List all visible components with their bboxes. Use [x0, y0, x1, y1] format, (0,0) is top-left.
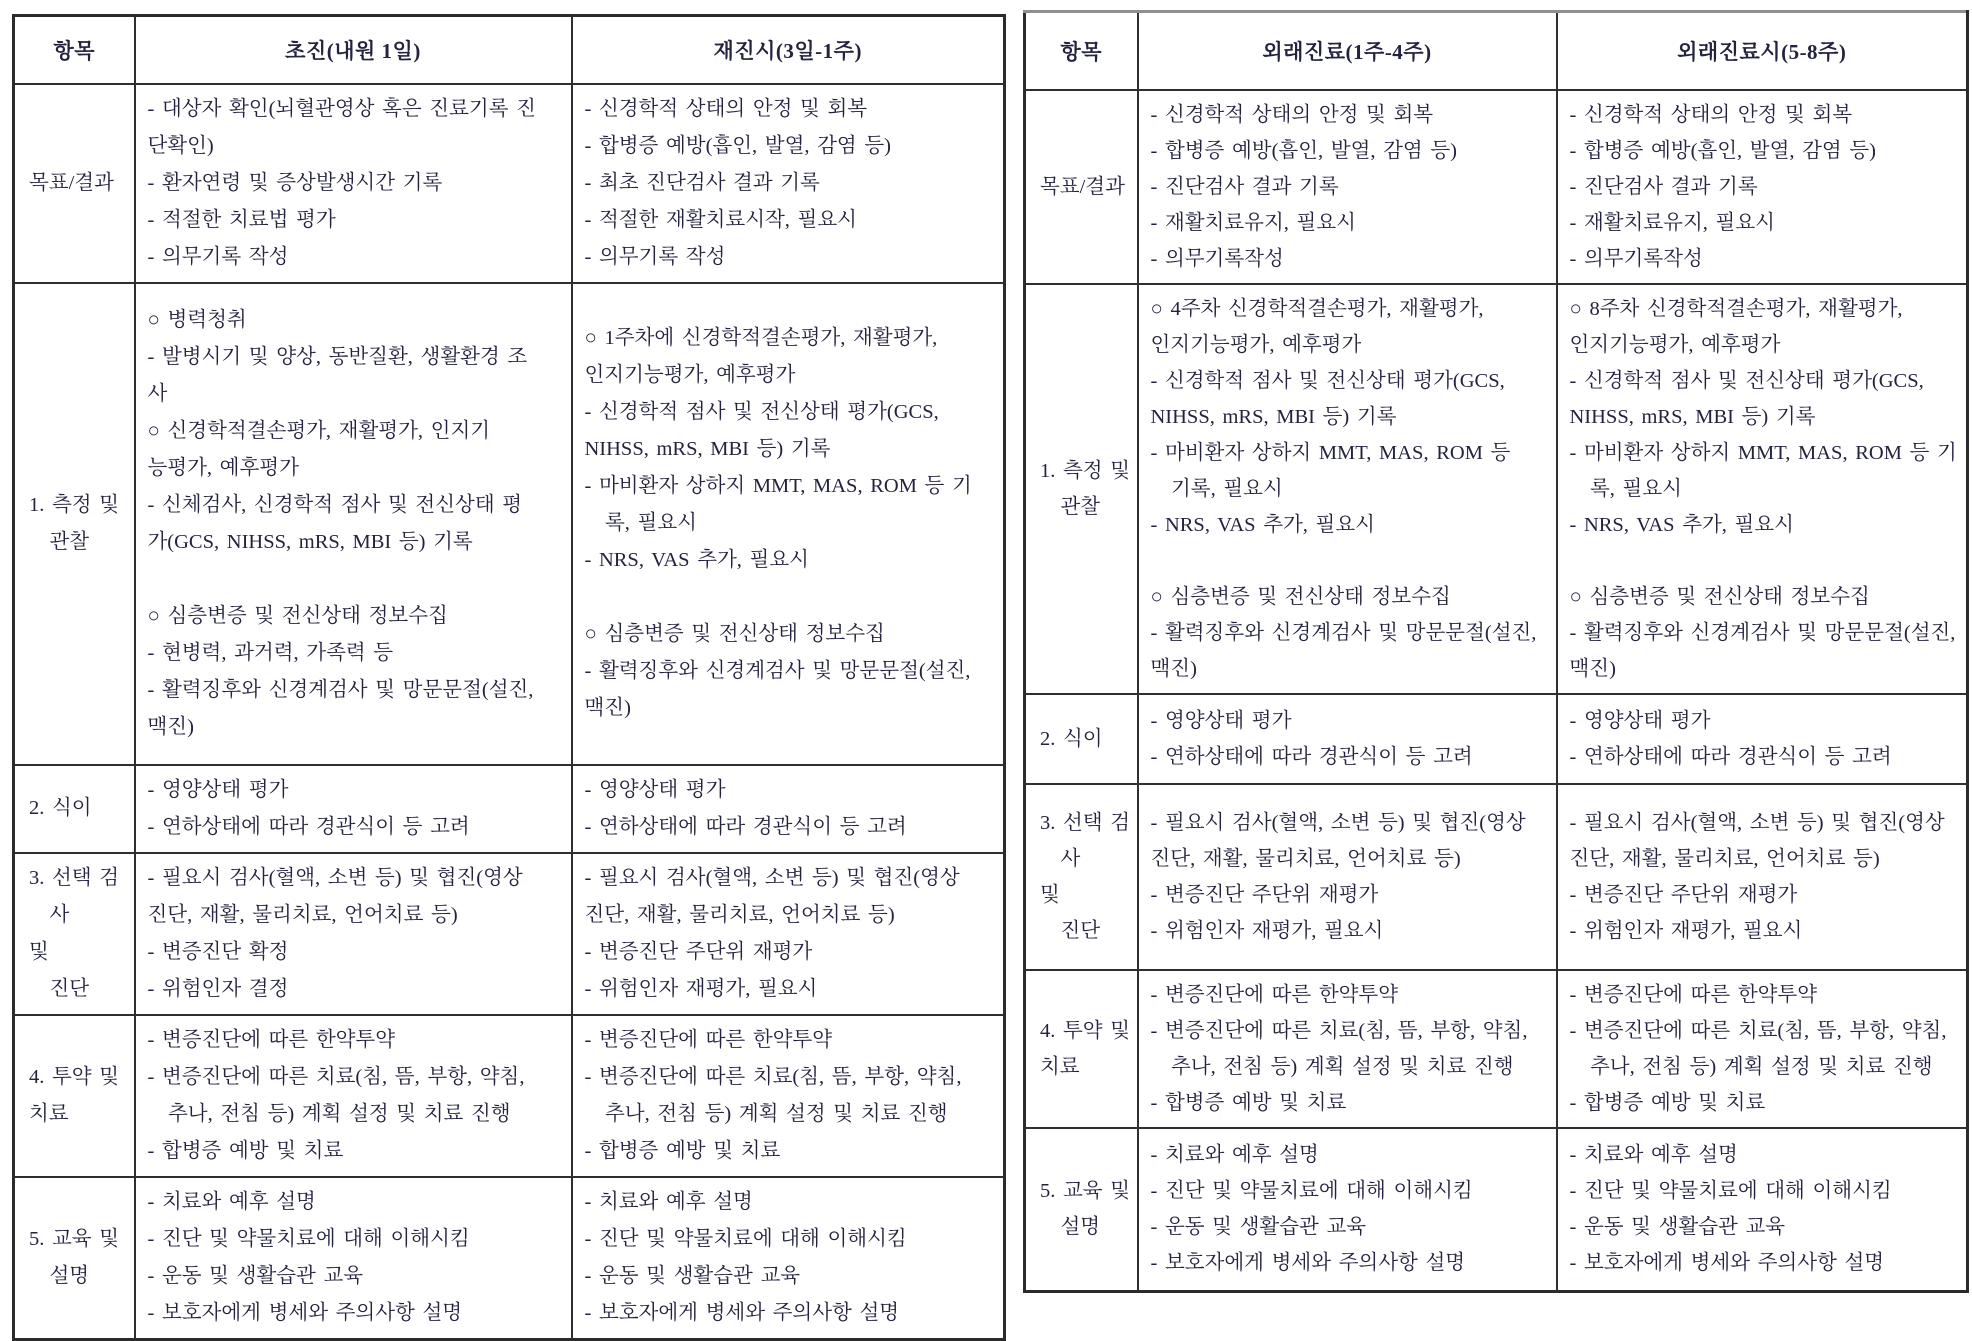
bullet-line: - 재활치료유지, 필요시 [1569, 211, 1775, 234]
row-label-line: 사 및 [29, 903, 111, 963]
table-row [1025, 970, 1968, 1128]
bullet-line: - 변증진단 주단위 재평가 [1569, 883, 1798, 906]
bullet-line: - 환자연령 및 증상발생시간 기록 [147, 171, 443, 194]
group-heading-line: ○ 1주차에 신경학적결손평가, 재활평가, [584, 327, 938, 349]
content-cell [1138, 784, 1557, 970]
row-label-line: 치료 [29, 1102, 69, 1125]
column-header-phase: 외래진료시(5-8주) [1557, 12, 1968, 90]
outpatient-care-pathway-table [1023, 10, 1969, 1293]
row-label-line: 설명 [29, 1264, 90, 1287]
table-row [1025, 284, 1968, 694]
content-cell [572, 1177, 1005, 1340]
bullet-line: - 운동 및 생활습관 교육 [1569, 1216, 1786, 1239]
bullet-line: 진단, 재활, 물리치료, 언어치료 등) [584, 903, 895, 926]
content-cell [1557, 970, 1968, 1128]
bullet-line: - 필요시 검사(혈액, 소변 등) 및 협진(영상 [1150, 811, 1526, 834]
bullet-line: 록, 필요시 [1569, 477, 1682, 500]
bullet-line: - 위험인자 결정 [147, 977, 289, 1000]
bullet-line: 가(GCS, NIHSS, mRS, MBI 등) 기록 [147, 530, 473, 553]
bullet-line: - 보호자에게 병세와 주의사항 설명 [584, 1301, 900, 1324]
row-label [1025, 784, 1138, 970]
bullet-line: - 치료와 예후 설명 [147, 1190, 316, 1213]
bullet-line: - NRS, VAS 추가, 필요시 [1569, 513, 1794, 536]
acute-care-pathway-table [12, 14, 1006, 1341]
row-label [1025, 970, 1138, 1128]
row-label [14, 1177, 135, 1340]
bullet-line: - 변증진단에 따른 한약투약 [1569, 983, 1818, 1006]
bullet-line: - 활력징후와 신경계검사 및 망문문절(설진, [1569, 621, 1956, 644]
bullet-line: 맥진) [584, 697, 631, 719]
row-label-line: 4. 투약 및 [29, 1065, 120, 1088]
row-label [1025, 90, 1138, 284]
bullet-line: - 위험인자 재평가, 필요시 [1569, 919, 1803, 942]
bullet-line: - 변증진단에 따른 치료(침, 뜸, 부항, 약침, [1569, 1019, 1947, 1042]
bullet-line: - 치료와 예후 설명 [1569, 1144, 1738, 1167]
bullet-line: - 진단 및 약물치료에 대해 이해시킴 [1569, 1180, 1892, 1203]
bullet-line: - 합병증 예방 및 치료 [1569, 1091, 1766, 1114]
bullet-line: NIHSS, mRS, MBI 등) 기록 [1569, 405, 1816, 428]
bullet-line: - 진단검사 결과 기록 [1150, 175, 1339, 198]
bullet-line: - 변증진단에 따른 치료(침, 뜸, 부항, 약침, [1150, 1019, 1528, 1042]
bullet-line: - 치료와 예후 설명 [584, 1190, 753, 1213]
content-cell [572, 765, 1005, 853]
bullet-line: - NRS, VAS 추가, 필요시 [1150, 513, 1375, 536]
bullet-line: - 발병시기 및 양상, 동반질환, 생활환경 조 [147, 345, 528, 368]
row-label-line: 진단 [1040, 919, 1101, 942]
table-row [14, 84, 1005, 283]
row-label-line: 관찰 [1040, 495, 1101, 518]
header-row [14, 16, 1005, 84]
table-row [1025, 694, 1968, 784]
bullet-line: - 변증진단에 따른 한약투약 [1150, 983, 1399, 1006]
content-cell [135, 1015, 572, 1177]
row-label [1025, 1128, 1138, 1292]
bullet-line: - 변증진단에 따른 치료(침, 뜸, 부항, 약침, [584, 1065, 962, 1088]
bullet-line: NIHSS, mRS, MBI 등) 기록 [584, 438, 831, 460]
bullet-line: - 마비환자 상하지 MMT, MAS, ROM 등 기 [1569, 441, 1957, 464]
bullet-line: - 현병력, 과거력, 가족력 등 [147, 641, 394, 664]
bullet-line: 단확인) [147, 134, 214, 157]
bullet-line: - 연하상태에 따라 경관식이 등 고려 [584, 815, 907, 838]
bullet-line: 사 [147, 382, 168, 405]
row-label-line: 3. 선택 검 [29, 866, 120, 889]
row-label [14, 853, 135, 1015]
bullet-line: - 필요시 검사(혈액, 소변 등) 및 협진(영상 [584, 866, 960, 889]
content-cell [135, 765, 572, 853]
bullet-line: - 위험인자 재평가, 필요시 [584, 977, 818, 1000]
content-cell [1557, 694, 1968, 784]
content-cell [572, 853, 1005, 1015]
column-header-phase: 재진시(3일-1주) [572, 16, 1005, 84]
bullet-line: - 의무기록작성 [1569, 247, 1703, 270]
bullet-line: - 의무기록 작성 [584, 245, 726, 268]
bullet-line: - 신경학적 상태의 안정 및 회복 [584, 97, 868, 120]
row-label [14, 84, 135, 283]
group-heading-line: ○ 병력청취 [147, 308, 247, 331]
content-cell [1557, 784, 1968, 970]
content-cell [135, 283, 572, 765]
bullet-line: - 활력징후와 신경계검사 및 망문문절(설진, [1150, 621, 1537, 644]
row-label-line: 설명 [1040, 1216, 1101, 1239]
group-heading-line: ○ 심층변증 및 전신상태 정보수집 [147, 604, 448, 627]
bullet-line: - 변증진단에 따른 치료(침, 뜸, 부항, 약침, [147, 1065, 525, 1088]
bullet-line: - 의무기록작성 [1150, 247, 1284, 270]
column-header-phase: 외래진료(1주-4주) [1138, 12, 1557, 90]
row-label [14, 283, 135, 765]
group-heading-line: ○ 4주차 신경학적결손평가, 재활평가, [1150, 297, 1484, 320]
row-label-line: 1. 측정 및 [29, 493, 120, 516]
bullet-line: - NRS, VAS 추가, 필요시 [584, 549, 809, 571]
bullet-line: NIHSS, mRS, MBI 등) 기록 [1150, 405, 1397, 428]
bullet-line: - 합병증 예방 및 치료 [584, 1139, 781, 1162]
row-label-line: 2. 식이 [1040, 727, 1103, 750]
bullet-line: - 마비환자 상하지 MMT, MAS, ROM 등 기 [584, 475, 972, 497]
bullet-line: - 신경학적 점사 및 전신상태 평가(GCS, [1150, 369, 1505, 392]
row-label [14, 765, 135, 853]
bullet-line: - 재활치료유지, 필요시 [1150, 211, 1356, 234]
group-heading-line: ○ 심층변증 및 전신상태 정보수집 [584, 623, 885, 645]
bullet-line: - 운동 및 생활습관 교육 [584, 1264, 801, 1287]
bullet-line: 진단, 재활, 물리치료, 언어치료 등) [1569, 847, 1880, 870]
bullet-line: - 신경학적 점사 및 전신상태 평가(GCS, [584, 401, 939, 423]
bullet-line: - 신경학적 점사 및 전신상태 평가(GCS, [1569, 369, 1924, 392]
bullet-line: - 변증진단 주단위 재평가 [584, 940, 813, 963]
column-header-item: 항목 [14, 16, 135, 84]
row-label [1025, 694, 1138, 784]
bullet-line: 맥진) [1150, 657, 1197, 680]
bullet-line: - 합병증 예방 및 치료 [147, 1139, 344, 1162]
blank-line [1570, 543, 1961, 579]
row-label-line: 4. 투약 및 [1040, 1019, 1131, 1042]
content-cell [135, 84, 572, 283]
content-cell [572, 84, 1005, 283]
row-label-line: 관찰 [29, 530, 90, 553]
row-label-line: 5. 교육 및 [1040, 1180, 1131, 1203]
row-label-line: 사 및 [1040, 847, 1122, 906]
bullet-line: 기록, 필요시 [1150, 477, 1283, 500]
table-row [14, 853, 1005, 1015]
bullet-line: - 운동 및 생활습관 교육 [147, 1264, 364, 1287]
row-label-line: 2. 식이 [29, 797, 92, 819]
row-label-line: 진단 [29, 977, 90, 1000]
bullet-line: - 적절한 치료법 평가 [147, 208, 336, 231]
bullet-line: 능평가, 예후평가 [147, 456, 299, 479]
bullet-line: - 변증진단 주단위 재평가 [1150, 883, 1379, 906]
bullet-line: - 영양상태 평가 [147, 778, 289, 801]
blank-line [1151, 543, 1550, 579]
content-cell [1138, 1128, 1557, 1292]
bullet-line: - 최초 진단검사 결과 기록 [584, 171, 820, 194]
bullet-line: 인지기능평가, 예후평가 [1150, 333, 1362, 356]
bullet-line: - 변증진단에 따른 한약투약 [584, 1028, 833, 1051]
bullet-line: - 변증진단에 따른 한약투약 [147, 1028, 396, 1051]
column-header-item: 항목 [1025, 12, 1138, 90]
bullet-line: - 영양상태 평가 [1569, 709, 1711, 732]
table-row [1025, 1128, 1968, 1292]
bullet-line: - 보호자에게 병세와 주의사항 설명 [147, 1301, 463, 1324]
content-cell [1557, 1128, 1968, 1292]
content-cell [1557, 90, 1968, 284]
bullet-line: - 보호자에게 병세와 주의사항 설명 [1569, 1252, 1885, 1275]
bullet-line: - 신경학적 상태의 안정 및 회복 [1569, 103, 1853, 126]
table-row [14, 1177, 1005, 1340]
bullet-line: 록, 필요시 [584, 512, 697, 534]
content-cell [572, 283, 1005, 765]
table-row [1025, 784, 1968, 970]
content-cell [1138, 694, 1557, 784]
bullet-line: - 영양상태 평가 [1150, 709, 1292, 732]
bullet-line: - 연하상태에 따라 경관식이 등 고려 [147, 815, 470, 838]
table-row [14, 1015, 1005, 1177]
bullet-line: - 진단검사 결과 기록 [1569, 175, 1758, 198]
bullet-line: 인지기능평가, 예후평가 [1569, 333, 1781, 356]
column-header-phase: 초진(내원 1일) [135, 16, 572, 84]
bullet-line: 추나, 전침 등) 계획 설정 및 치료 진행 [147, 1102, 511, 1125]
bullet-line: - 연하상태에 따라 경관식이 등 고려 [1150, 745, 1473, 768]
row-label [14, 1015, 135, 1177]
header-row [1025, 12, 1968, 90]
bullet-line: - 의무기록 작성 [147, 245, 289, 268]
bullet-line: 추나, 전침 등) 계획 설정 및 치료 진행 [584, 1102, 948, 1125]
bullet-line: - 마비환자 상하지 MMT, MAS, ROM 등 [1150, 441, 1511, 464]
content-cell [1138, 970, 1557, 1128]
row-label-line: 치료 [1040, 1055, 1080, 1078]
bullet-line: - 신경학적 상태의 안정 및 회복 [1150, 103, 1434, 126]
bullet-line: - 위험인자 재평가, 필요시 [1150, 919, 1384, 942]
bullet-line: - 필요시 검사(혈액, 소변 등) 및 협진(영상 [147, 866, 523, 889]
bullet-line: - 진단 및 약물치료에 대해 이해시킴 [1150, 1180, 1473, 1203]
content-cell [135, 1177, 572, 1340]
bullet-line: - 필요시 검사(혈액, 소변 등) 및 협진(영상 [1569, 811, 1945, 834]
bullet-line: - 연하상태에 따라 경관식이 등 고려 [1569, 745, 1892, 768]
bullet-line: - 변증진단 확정 [147, 940, 289, 963]
bullet-line: - 진단 및 약물치료에 대해 이해시킴 [584, 1227, 907, 1250]
group-heading-line: ○ 8주차 신경학적결손평가, 재활평가, [1569, 297, 1903, 320]
bullet-line: - 합병증 예방(흡인, 발열, 감염 등) [584, 134, 891, 157]
group-heading-line: ○ 심층변증 및 전신상태 정보수집 [1150, 585, 1451, 608]
bullet-line: 인지기능평가, 예후평가 [584, 364, 796, 386]
bullet-line: 진단, 재활, 물리치료, 언어치료 등) [1150, 847, 1461, 870]
bullet-line: - 영양상태 평가 [584, 778, 726, 801]
table-row [14, 283, 1005, 765]
bullet-line: - 활력징후와 신경계검사 및 망문문절(설진, [147, 678, 534, 701]
bullet-line: - 대상자 확인(뇌혈관영상 혹은 진료기록 진 [147, 97, 536, 120]
table-row [14, 765, 1005, 853]
blank-line [148, 561, 565, 598]
bullet-line: 추나, 전침 등) 계획 설정 및 치료 진행 [1569, 1055, 1933, 1078]
content-cell [572, 1015, 1005, 1177]
bullet-line: - 운동 및 생활습관 교육 [1150, 1216, 1367, 1239]
group-heading-line: ○ 심층변증 및 전신상태 정보수집 [1569, 585, 1870, 608]
bullet-line: 추나, 전침 등) 계획 설정 및 치료 진행 [1150, 1055, 1514, 1078]
bullet-line: 진단, 재활, 물리치료, 언어치료 등) [147, 903, 458, 926]
row-label-line: 목표/결과 [1040, 175, 1125, 198]
blank-line [585, 579, 998, 616]
table-row [1025, 90, 1968, 284]
content-cell [1557, 284, 1968, 694]
group-heading-line: ○ 신경학적결손평가, 재활평가, 인지기 [147, 419, 491, 442]
bullet-line: - 진단 및 약물치료에 대해 이해시킴 [147, 1227, 470, 1250]
bullet-line: - 치료와 예후 설명 [1150, 1144, 1319, 1167]
bullet-line: - 신체검사, 신경학적 점사 및 전신상태 평 [147, 493, 523, 516]
bullet-line: - 적절한 재활치료시작, 필요시 [584, 208, 857, 231]
row-label-line: 1. 측정 및 [1040, 459, 1131, 482]
bullet-line: - 활력징후와 신경계검사 및 망문문절(설진, [584, 660, 971, 682]
row-label-line: 목표/결과 [29, 171, 114, 194]
bullet-line: 맥진) [1569, 657, 1616, 680]
content-cell [135, 853, 572, 1015]
row-label-line: 3. 선택 검 [1040, 811, 1131, 834]
bullet-line: - 합병증 예방 및 치료 [1150, 1091, 1347, 1114]
bullet-line: - 합병증 예방(흡인, 발열, 감염 등) [1150, 139, 1457, 162]
row-label-line: 5. 교육 및 [29, 1227, 120, 1250]
content-cell [1138, 90, 1557, 284]
row-label [1025, 284, 1138, 694]
bullet-line: - 합병증 예방(흡인, 발열, 감염 등) [1569, 139, 1876, 162]
bullet-line: - 보호자에게 병세와 주의사항 설명 [1150, 1252, 1466, 1275]
content-cell [1138, 284, 1557, 694]
bullet-line: 맥진) [147, 715, 194, 738]
